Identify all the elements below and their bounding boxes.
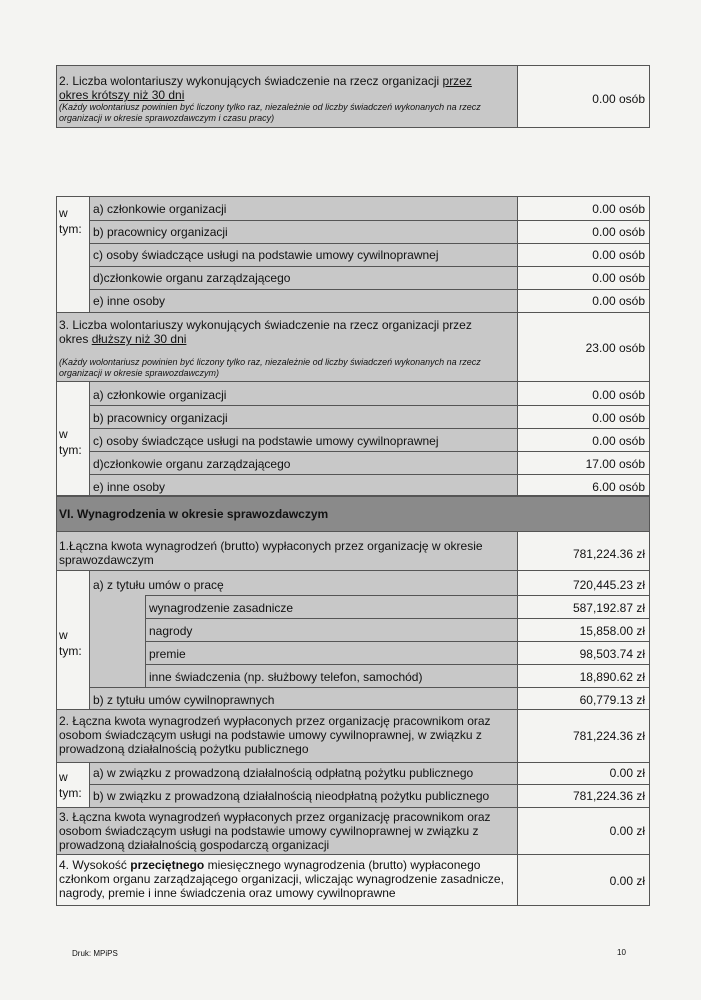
long-other: e) inne osoby <box>93 480 166 494</box>
paid-activity-label: a) w związku z prowadzoną działalnością odpłatną pożytku publicznego <box>93 766 474 780</box>
business-activity-salaries-value: 0.00 zł <box>609 824 645 838</box>
short-members: a) członkowie organizacji <box>93 202 227 216</box>
short-other: e) inne osoby <box>93 294 166 308</box>
paid-activity-value: 0.00 zł <box>609 766 645 780</box>
salaries-section <box>56 496 650 906</box>
wtym-label-4: w tym: <box>59 770 82 800</box>
volunteers-long-term-title: 3. Liczba wolontariuszy wykonujących świadczenie na rzecz organizacji przez okres dłuższy niż 30 dni <box>59 318 472 346</box>
unpaid-activity-value: 781,224.36 zł <box>572 789 645 803</box>
civil-contracts-label: b) z tytułu umów cywilnoprawnych <box>93 693 275 707</box>
volunteers-short-term-value: 0.00 osób <box>592 92 645 106</box>
long-contract: c) osoby świadczące usługi na podstawie umowy cywilnoprawnej <box>93 434 439 448</box>
long-members: a) członkowie organizacji <box>93 388 227 402</box>
other-benefits-value: 18,890.62 zł <box>579 670 645 684</box>
awards-value: 15,858.00 zł <box>579 624 645 638</box>
civil-contracts-value: 60,779.13 zł <box>579 693 645 707</box>
long-board: d)członkowie organu zarządzającego <box>93 457 291 471</box>
long-members-value: 0.00 osób <box>592 388 645 402</box>
awards-label: nagrody <box>149 624 193 638</box>
average-board-salary-value: 0.00 zł <box>609 874 645 888</box>
volunteers-short-term-block <box>56 65 650 128</box>
short-other-value: 0.00 osób <box>592 294 645 308</box>
short-members-value: 0.00 osób <box>592 202 645 216</box>
bonuses-label: premie <box>149 647 186 661</box>
wtym-label-3: w tym: <box>59 628 82 658</box>
unpaid-activity-label: b) w związku z prowadzoną działalnością nieodpłatną pożytku publicznego <box>93 789 490 803</box>
volunteers-short-term-label-cell <box>57 66 517 127</box>
page-number: 10 <box>617 948 626 957</box>
public-benefit-salaries-value: 781,224.36 zł <box>572 729 645 743</box>
bonuses-value: 98,503.74 zł <box>579 647 645 661</box>
short-employees-value: 0.00 osób <box>592 225 645 239</box>
footer-print-label: Druk: MPiPS <box>72 949 118 958</box>
base-salary-label: wynagrodzenie zasadnicze <box>149 601 294 615</box>
short-contract-value: 0.00 osób <box>592 248 645 262</box>
employment-contracts-value: 720,445.23 zł <box>572 578 645 592</box>
wtym-label-2: w tym: <box>59 427 82 457</box>
average-board-salary-label: 4. Wysokość przeciętnego miesięcznego wynagrodzenia (brutto) wypłaconego członkom organu zarządzającego organizacji, wliczając wynagrodzenie zasadnicze, nagrody, premie i inne świadczenia oraz umowy cywilnoprawne <box>59 858 504 900</box>
long-employees: b) pracownicy organizacji <box>93 411 228 425</box>
volunteers-breakdown-block <box>56 196 650 496</box>
other-benefits-label: inne świadczenia (np. służbowy telefon, samochód) <box>149 670 423 684</box>
volunteers-short-term-title: 2. Liczba wolontariuszy wykonujących świadczenie na rzecz organizacji przez okres krótszy niż 30 dni <box>59 74 472 102</box>
long-contract-value: 0.00 osób <box>592 434 645 448</box>
salaries-section-header: VI. Wynagrodzenia w okresie sprawozdawczym <box>57 497 649 531</box>
volunteers-short-term-note: (Każdy wolontariusz powinien być liczony tylko raz, niezależnie od liczby świadczeń wykonanych na rzecz organizacji w okresie sprawozdawczym i czasu pracy) <box>59 102 481 123</box>
short-contract: c) osoby świadczące usługi na podstawie umowy cywilnoprawnej <box>93 248 439 262</box>
short-board-value: 0.00 osób <box>592 271 645 285</box>
business-activity-salaries-label: 3. Łączna kwota wynagrodzeń wypłaconych przez organizację pracownikom oraz osobom świadczącym usługi na podstawie umowy cywilnoprawnej w związku z prowadzoną działalnością gospodarczą organizacji <box>59 810 491 852</box>
long-other-value: 6.00 osób <box>592 480 645 494</box>
long-board-value: 17.00 osób <box>585 457 645 471</box>
volunteers-long-term-note: (Każdy wolontariusz powinien być liczony tylko raz, niezależnie od liczby świadczeń wykonanych na rzecz organizacji w okresie sprawozdawczym) <box>59 357 481 378</box>
wtym-label-1: w tym: <box>59 206 82 236</box>
long-employees-value: 0.00 osób <box>592 411 645 425</box>
short-employees: b) pracownicy organizacji <box>93 225 228 239</box>
short-board: d)członkowie organu zarządzającego <box>93 271 291 285</box>
volunteers-long-term-value: 23.00 osób <box>585 341 645 355</box>
total-salaries-value: 781,224.36 zł <box>572 547 645 561</box>
public-benefit-salaries-label: 2. Łączna kwota wynagrodzeń wypłaconych przez organizację pracownikom oraz osobom świadczącym usługi na podstawie umowy cywilnoprawnej, w związku z prowadzoną działalnością pożytku publicznego <box>59 714 491 756</box>
total-salaries-label: 1.Łączna kwota wynagrodzeń (brutto) wypłaconych przez organizację w okresie sprawozdawczym <box>59 539 483 567</box>
base-salary-value: 587,192.87 zł <box>572 601 645 615</box>
employment-contracts-label: a) z tytułu umów o pracę <box>93 578 224 592</box>
